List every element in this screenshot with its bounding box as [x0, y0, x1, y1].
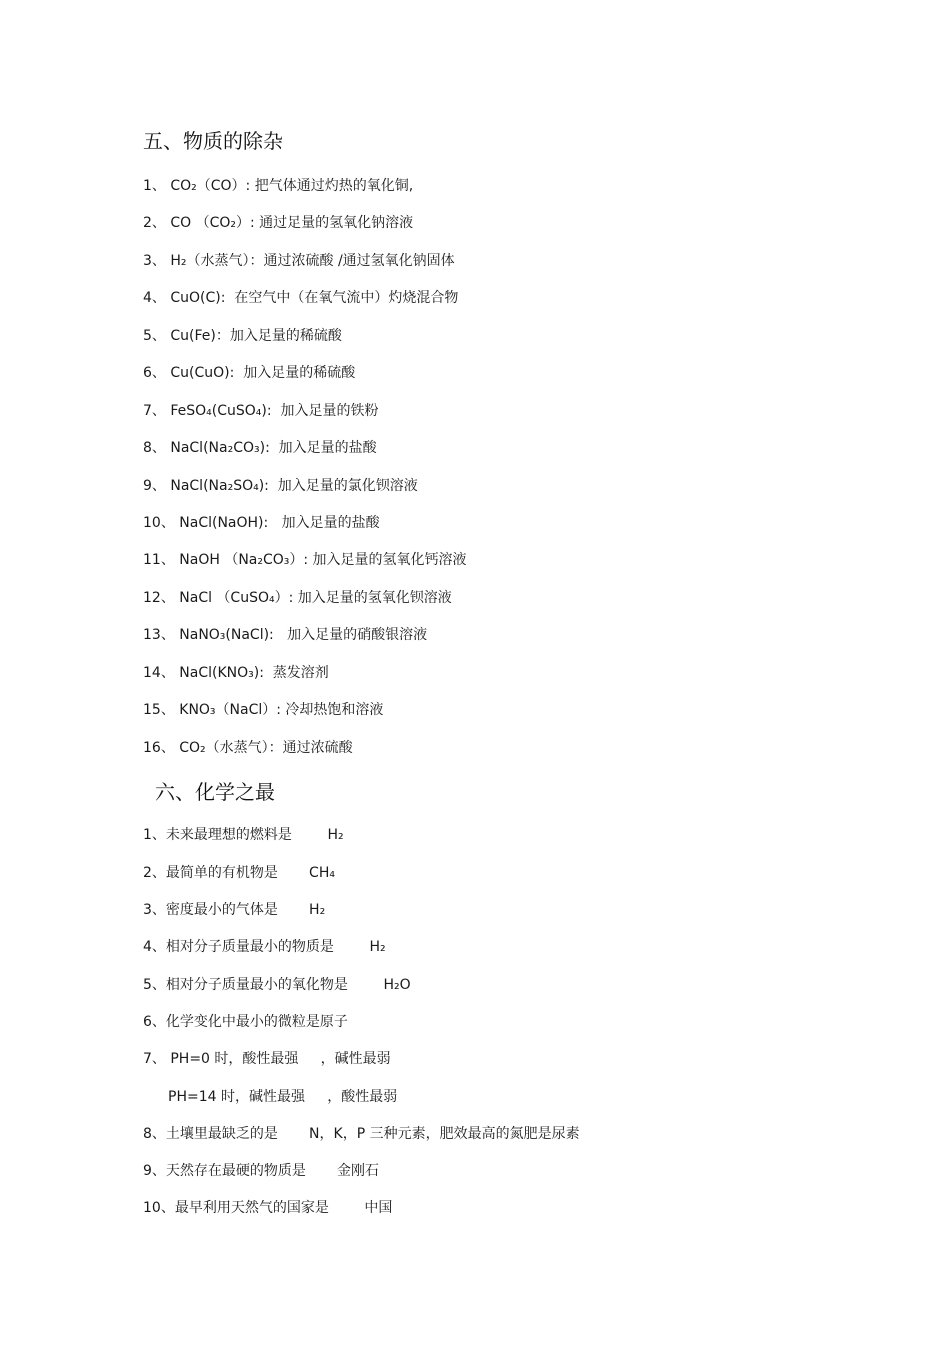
impurity-item-8: 8、 NaCl(Na₂CO₃): 加入足量的盐酸 — [143, 440, 377, 456]
impurity-item-13: 13、 NaNO₃(NaCl): 加入足量的硝酸银溶液 — [143, 627, 428, 643]
chem-superlative-2: 2、最简单的有机物是 CH₄ — [143, 865, 335, 881]
chem-superlative-5: 5、相对分子质量最小的氧化物是 H₂O — [143, 977, 411, 993]
impurity-item-6: 6、 Cu(CuO): 加入足量的稀硫酸 — [143, 365, 356, 381]
chem-superlative-1: 1、未来最理想的燃料是 H₂ — [143, 827, 344, 843]
section-5-title: 五、物质的除杂 — [143, 129, 283, 153]
impurity-item-5: 5、 Cu(Fe)：加入足量的稀硫酸 — [143, 328, 342, 344]
chem-superlative-7: 7、 PH=0 时，酸性最强 ，碱性最弱 — [143, 1051, 391, 1067]
chem-superlative-10: 10、最早利用天然气的国家是 中国 — [143, 1200, 393, 1216]
impurity-item-3: 3、 H₂（水蒸气）：通过浓硫酸 /通过氢氧化钠固体 — [143, 253, 455, 269]
chem-superlative-9: 9、天然存在最硬的物质是 金刚石 — [143, 1163, 380, 1179]
impurity-item-14: 14、 NaCl(KNO₃): 蒸发溶剂 — [143, 665, 329, 681]
impurity-item-1: 1、 CO₂（CO）: 把气体通过灼热的氧化铜, — [143, 178, 414, 194]
chem-superlative-3: 3、密度最小的气体是 H₂ — [143, 902, 326, 918]
impurity-item-11: 11、 NaOH （Na₂CO₃）: 加入足量的氢氧化钙溶液 — [143, 552, 467, 568]
impurity-item-10: 10、 NaCl(NaOH): 加入足量的盐酸 — [143, 515, 380, 531]
impurity-item-12: 12、 NaCl （CuSO₄）: 加入足量的氢氧化钡溶液 — [143, 590, 452, 606]
impurity-item-16: 16、 CO₂（水蒸气）：通过浓硫酸 — [143, 740, 353, 756]
impurity-item-9: 9、 NaCl(Na₂SO₄): 加入足量的氯化钡溶液 — [143, 478, 418, 494]
chem-superlative-4: 4、相对分子质量最小的物质是 H₂ — [143, 939, 386, 955]
impurity-item-7: 7、 FeSO₄(CuSO₄): 加入足量的铁粉 — [143, 403, 379, 419]
chem-superlative-8: 8、土壤里最缺乏的是 N，K，P 三种元素，肥效最高的氮肥是尿素 — [143, 1126, 580, 1142]
impurity-item-2: 2、 CO （CO₂）: 通过足量的氢氧化钠溶液 — [143, 215, 414, 231]
chem-superlative-7-continued: PH=14 时，碱性最强 ，酸性最弱 — [168, 1089, 398, 1105]
impurity-item-15: 15、 KNO₃（NaCl）: 冷却热饱和溶液 — [143, 702, 384, 718]
impurity-item-4: 4、 CuO(C): 在空气中（在氧气流中）灼烧混合物 — [143, 290, 459, 306]
section-6-title: 六、化学之最 — [155, 780, 275, 804]
chem-superlative-6: 6、化学变化中最小的微粒是原子 — [143, 1014, 348, 1030]
